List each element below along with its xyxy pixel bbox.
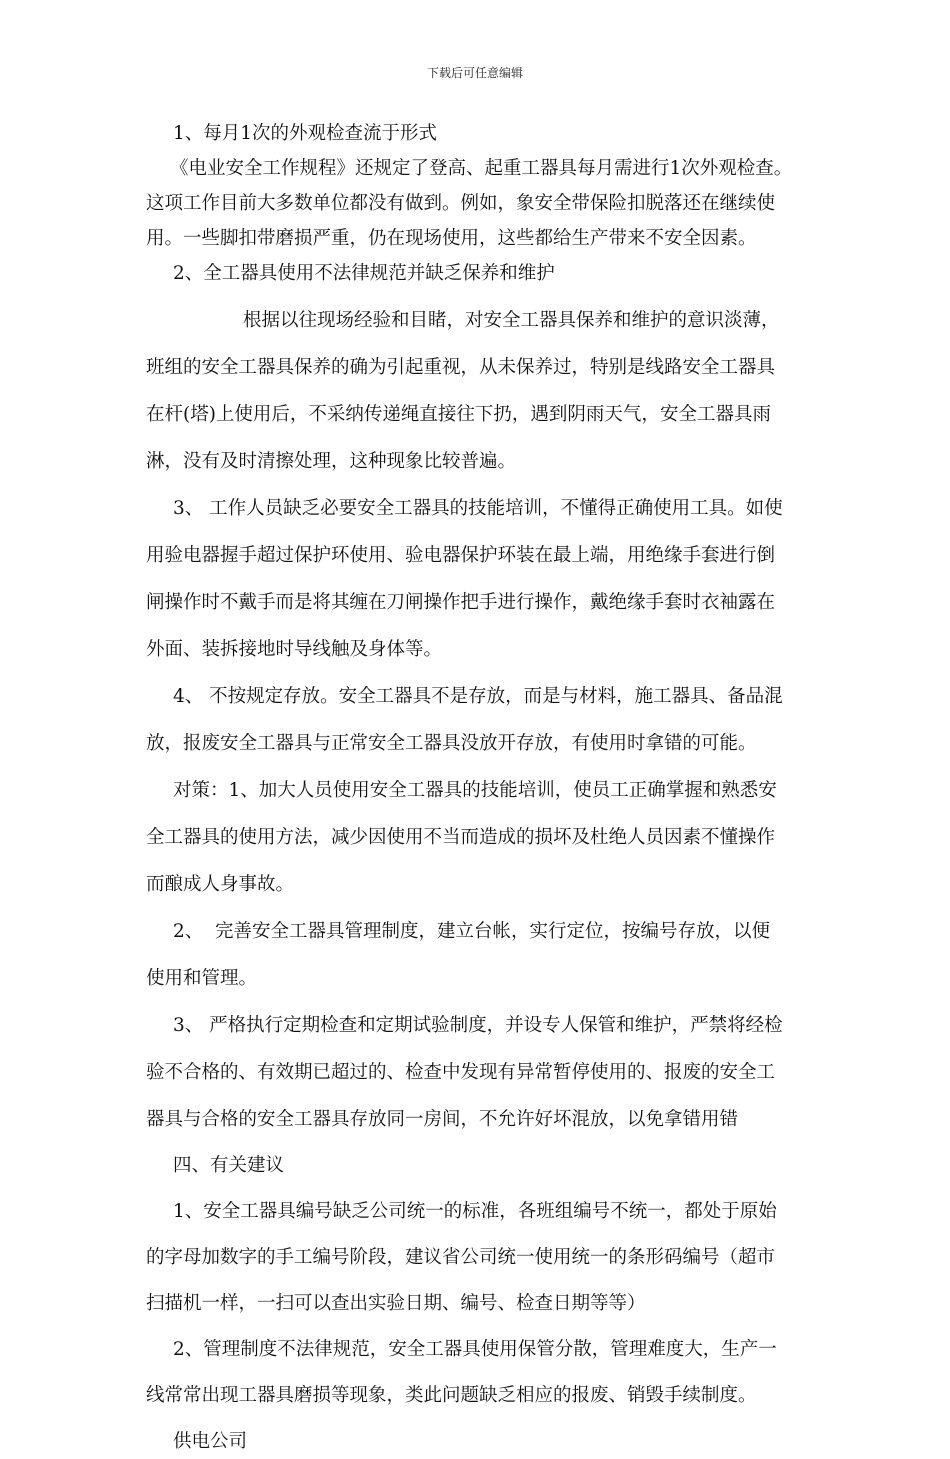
paragraph-line: 使用和管理。 <box>146 968 258 989</box>
paragraph-line: 闸操作时不戴手而是将其缠在刀闸操作把手进行操作，戴绝缘手套时衣袖露在 <box>146 592 776 613</box>
paragraph-line: 淋，没有及时清擦处理，这种现象比较普遍。 <box>146 451 517 472</box>
paragraph-line: 3、 严格执行定期检查和定期试验制度，并设专人保管和维护，严禁将经检 <box>173 1015 783 1036</box>
paragraph-line: 根据以往现场经验和目睹，对安全工器具保养和维护的意识淡薄， <box>243 310 780 331</box>
paragraph-line: 放，报废安全工器具与正常安全工器具没放开存放，有使用时拿错的可能。 <box>146 733 757 754</box>
paragraph-line: 用。一些脚扣带磨损严重，仍在现场使用，这些都给生产带来不安全因素。 <box>146 228 757 249</box>
section-heading-1: 1、每月1次的外观检查流于形式 <box>173 123 438 144</box>
paragraph-line: 而酿成人身事故。 <box>146 874 295 895</box>
paragraph-line: 2、 完善安全工器具管理制度，建立台帐，实行定位，按编号存放，以便 <box>173 921 771 942</box>
paragraph-line: 线常常出现工器具磨损等现象，类此问题缺乏相应的报废、销毁手续制度。 <box>146 1385 757 1406</box>
signature-line: 供电公司 <box>173 1431 248 1452</box>
paragraph-line: 1、安全工器具编号缺乏公司统一的标准，各班组编号不统一，都处于原始 <box>173 1201 777 1222</box>
section-heading-2: 2、全工器具使用不法律规范并缺乏保养和维护 <box>173 263 555 284</box>
paragraph-line: 扫描机一样，一扫可以查出实验日期、编号、检查日期等等） <box>146 1293 646 1314</box>
paragraph-line: 对策：1、加大人员使用安全工器具的技能培训，使员工正确掌握和熟悉安 <box>173 780 777 801</box>
paragraph-line: 3、 工作人员缺乏必要安全工器具的技能培训，不懂得正确使用工具。如使 <box>173 498 783 519</box>
paragraph-line: 的字母加数字的手工编号阶段，建议省公司统一使用统一的条形码编号（超市 <box>146 1247 776 1268</box>
paragraph-line: 2、管理制度不法律规范，安全工器具使用保管分散，管理难度大，生产一 <box>173 1339 777 1360</box>
paragraph-line: 验不合格的、有效期已超过的、检查中发现有异常暂停使用的、报废的安全工 <box>146 1062 776 1083</box>
page-header: 下载后可任意编辑 <box>426 66 523 80</box>
paragraph-line: 这项工作目前大多数单位都没有做到。例如，象安全带保险扣脱落还在继续使 <box>146 193 776 214</box>
paragraph-line: 4、 不按规定存放。安全工器具不是存放，而是与材料，施工器具、备品混 <box>173 686 783 707</box>
paragraph-line: 《电业安全工作规程》还规定了登高、起重工器具每月需进行1次外观检查。 <box>170 158 793 179</box>
document-body <box>146 116 810 1459</box>
section-heading-4: 四、有关建议 <box>173 1155 285 1176</box>
paragraph-line: 全工器具的使用方法，减少因使用不当而造成的损坏及杜绝人员因素不懂操作 <box>146 827 776 848</box>
paragraph-line: 外面、装拆接地时导线触及身体等。 <box>146 639 443 660</box>
paragraph-line: 在杆(塔)上使用后，不采纳传递绳直接往下扔，遇到阴雨天气，安全工器具雨 <box>146 404 771 425</box>
paragraph-line: 班组的安全工器具保养的确为引起重视，从未保养过，特别是线路安全工器具 <box>146 357 776 378</box>
paragraph-line: 器具与合格的安全工器具存放同一房间，不允许好坏混放，以免拿错用错 <box>146 1109 739 1130</box>
paragraph-line: 用验电器握手超过保护环使用、验电器保护环装在最上端，用绝缘手套进行倒 <box>146 545 776 566</box>
